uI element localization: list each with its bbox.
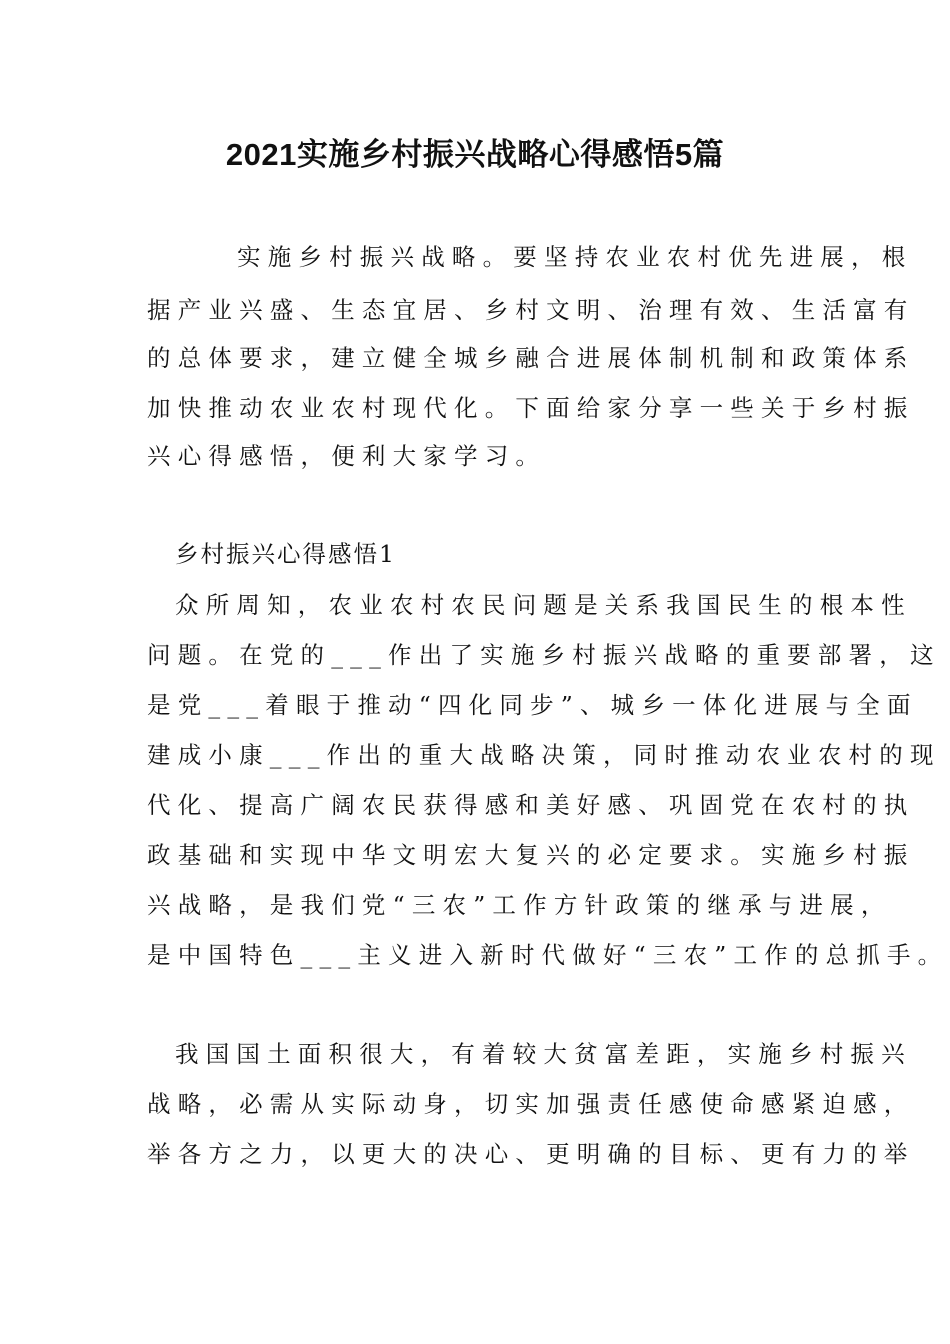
paragraph-line: 政基础和实现中华文明宏大复兴的必定要求。实施乡村振: [147, 841, 915, 869]
paragraph-line: 兴战略，是我们党“三农”工作方针政策的继承与进展，: [147, 891, 892, 919]
intro-line: 实施乡村振兴战略。要坚持农业农村优先进展，根: [237, 243, 913, 271]
intro-line: 加快推动农业农村现代化。下面给家分享一些关于乡村振: [147, 394, 915, 422]
intro-line: 的总体要求，建立健全城乡融合进展体制机制和政策体系: [147, 344, 915, 372]
paragraph-line: 建成小康___作出的重大战略决策，同时推动农业农村的现: [147, 741, 941, 769]
section-heading: 乡村振兴心得感悟1: [175, 540, 396, 568]
paragraph-line: 问题。在党的___作出了实施乡村振兴战略的重要部署，这: [147, 641, 941, 669]
paragraph-line: 众所周知，农业农村农民问题是关系我国民生的根本性: [175, 591, 912, 619]
intro-line: 兴心得感悟，便利大家学习。: [147, 442, 547, 470]
intro-line: 据产业兴盛、生态宜居、乡村文明、治理有效、生活富有: [147, 296, 915, 324]
paragraph-line: 是党___着眼于推动“四化同步”、城乡一体化进展与全面: [147, 691, 918, 719]
paragraph-line: 我国国土面积很大，有着较大贫富差距，实施乡村振兴: [175, 1040, 912, 1068]
document-title: 2021实施乡村振兴战略心得感悟5篇: [225, 137, 725, 172]
paragraph-line: 战略，必需从实际动身，切实加强责任感使命感紧迫感，: [147, 1090, 915, 1118]
paragraph-line: 举各方之力，以更大的决心、更明确的目标、更有力的举: [147, 1140, 915, 1168]
paragraph-line: 代化、提高广阔农民获得感和美好感、巩固党在农村的执: [147, 791, 915, 819]
paragraph-line: 是中国特色___主义进入新时代做好“三农”工作的总抓手。: [147, 941, 949, 969]
